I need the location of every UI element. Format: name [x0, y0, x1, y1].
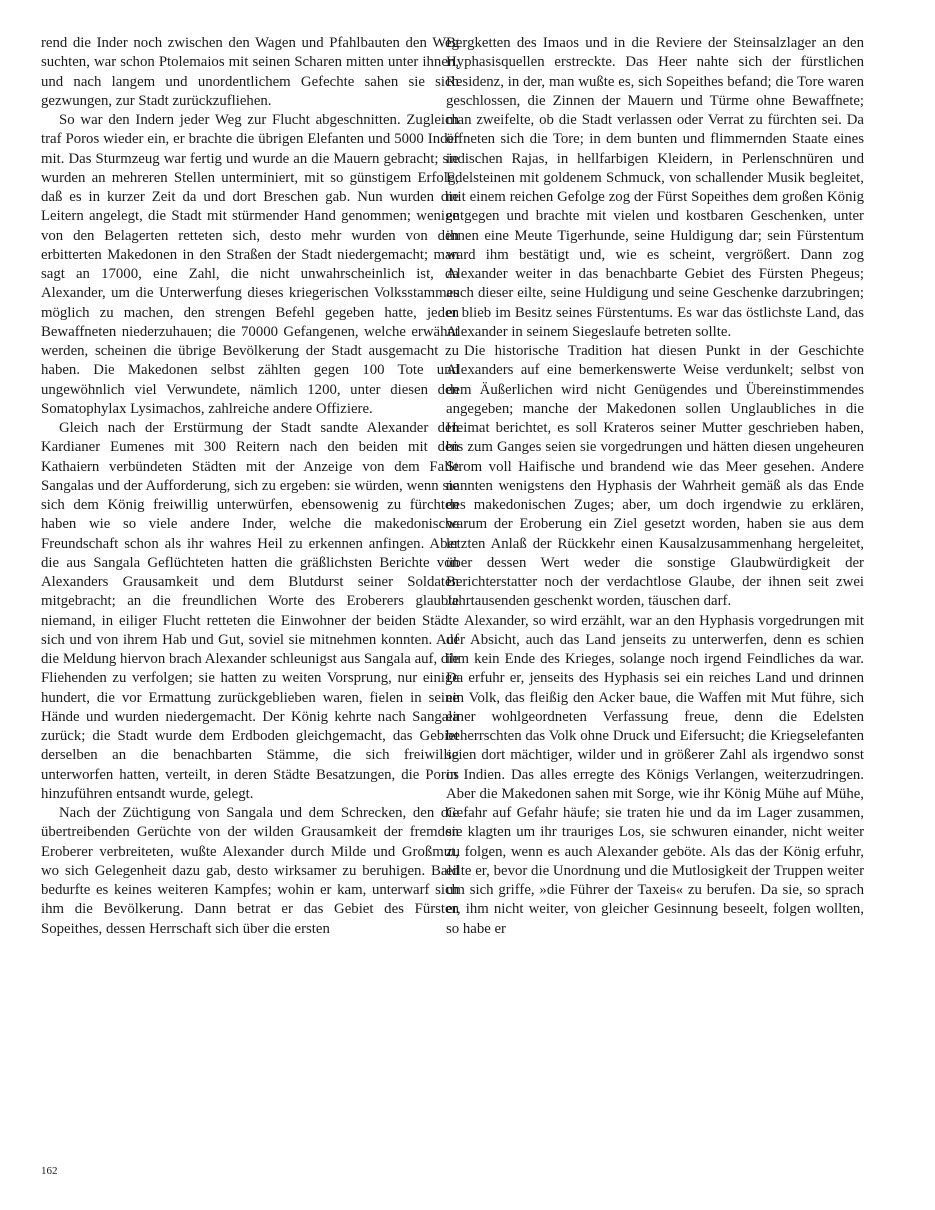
paragraph: Nach der Züchtigung von Sangala und dem Schrecken, den die übertreibenden Gerüchte von der wilden Grausamkeit der fremden Eroberer verbreiteten, wußte Alexander durch Milde und Großmut, wo sich Gelegenheit dazu gab, desto wirksamer zu beruhigen. Bald bedurfte es keines weiteren Kampfes; wohin er kam, unterwarf sich ihm die Bevölkerung. Dann betrat er das Gebiet des Fürsten Sopeithes, dessen Herrschaft sich über die ersten	[41, 805, 459, 937]
paragraph: Bergketten des Imaos und in die Reviere der Steinsalzlager an den Hyphasisquellen erstreckte. Das Heer nahte sich der fürstlichen Residenz, in der, man wußte es, sich Sopeithes befand; die Tore waren geschlossen, die Zinnen der Mauern und Türme ohne Bewaffnete; man zweifelte, ob die Stadt verlassen oder Verrat zu fürchten sei. Da öffneten sich die Tore; in dem bunten und flimmernden Staate eines indischen Rajas, in hellfarbigen Kleidern, in Perlenschnüren und Edelsteinen mit goldenem Schmuck, von schallender Musik begleitet, mit einem reichen Gefolge zog der Fürst Sopeithes dem großen König entgegen und brachte mit vielen und kostbaren Geschenken, unter ihnen eine Meute Tigerhunde, seine Huldigung dar; sein Fürstentum ward ihm bestätigt und, wie es scheint, vergrößert. Dann zog Alexander weiter in das benachbarte Gebiet des Fürsten Phegeus; auch dieser eilte, seine Huldigung und seine Geschenke darzubringen; er blieb im Besitz seines Fürstentums. Es war das östlichste Land, das Alexander in seinem Siegeslaufe betreten sollte.	[446, 35, 864, 340]
paragraph: Die historische Tradition hat diesen Punkt in der Geschichte Alexanders auf eine bemerkenswerte Weise verdunkelt; selbst von dem Äußerlichen wird nicht Genügendes und Übereinstimmendes angegeben; manche der Makedonen sollen Unglaubliches in die Heimat berichtet, es soll Krateros seiner Mutter geschrieben haben, bis zum Ganges seien sie vorgedrungen und hätten diesen ungeheuren Strom voll Haifische und brandend wie das Meer gesehen. Andere nannten wenigstens den Hyphasis der Wahrheit gemäß als das Ende des makedonischen Zuges; aber, um doch irgendwie zu erklären, warum der Eroberung ein Ziel gesetzt worden, haben sie aus dem letzten Anlaß der Rückkehr einen Kausalzusammenhang hergeleitet, über dessen Wert weder die sonstige Glaubwürdigkeit der Berichterstatter noch der verdachtlose Glaube, der ihnen seit zwei Jahrtausenden geschenkt worden, täuschen darf.	[446, 343, 864, 610]
paragraph: So war den Indern jeder Weg zur Flucht abgeschnitten. Zugleich traf Poros wieder ein, er brachte die übrigen Elefanten und 5000 Inder mit. Das Sturmzeug war fertig und wurde an die Mauern gebracht; sie wurden an mehreren Stellen unterminiert, mit so günstigem Erfolg, daß es in kurzer Zeit da und dort Breschen gab. Nun wurden die Leitern angelegt, die Stadt mit stürmender Hand genommen; wenige von den Belagerten retteten sich, desto mehr wurden von den erbitterten Makedonen in den Straßen der Stadt niedergemacht; man sagt an 17000, eine Zahl, die nicht unwahrscheinlich ist, da Alexander, um die Unterwerfung dieses kriegerischen Volksstammes möglich zu machen, den strengen Befehl gegeben hatte, jeden Bewaffneten niederzuhauen; die 70000 Gefangenen, welche erwähnt werden, scheinen die übrige Bevölkerung der Stadt ausgemacht zu haben. Die Makedonen selbst zählten gegen 100 Tote und ungewöhnlich viel Verwundete, nämlich 1200, unter diesen den Somatophylax Lysimachos, zahlreiche andere Offiziere.	[41, 112, 459, 417]
page-number: 162	[41, 1165, 58, 1177]
left-column	[41, 34, 459, 939]
paragraph: Alexander, so wird erzählt, war an den Hyphasis vorgedrungen mit der Absicht, auch das Land jenseits zu unterwerfen, denn es schien ihm kein Ende des Krieges, solange noch irgend Feindliches da war. Da erfuhr er, jenseits des Hyphasis sei ein reiches Land und drinnen ein Volk, das fleißig den Acker baue, die Waffen mit Mut führe, sich einer wohlgeordneten Verfassung freue, denn die Edelsten beherrschten das Volk ohne Druck und Eifersucht; die Kriegselefanten seien dort mächtiger, wilder und in größerer Zahl als irgendwo sonst in Indien. Das alles erregte des Königs Verlangen, weiterzudringen. Aber die Makedonen sahen mit Sorge, wie ihr König Mühe auf Mühe, Gefahr auf Gefahr häufe; sie traten hie und da im Lager zusammen, sie klagten um ihr trauriges Los, sie schwuren einander, nicht weiter zu folgen, wenn es auch Alexander geböte. Als das der König erfuhr, eilte er, bevor die Unordnung und die Mutlosigkeit der Truppen weiter um sich griffe, »die Führer der Taxeis« zu berufen. Da sie, so sprach er, ihm nicht weiter, von gleicher Gesinnung beseelt, folgen wollten, so habe er	[446, 612, 864, 937]
paragraph: Gleich nach der Erstürmung der Stadt sandte Alexander den Kardianer Eumenes mit 300 Reitern nach den beiden mit den Kathaiern verbündeten Städten mit der Anzeige von dem Falle Sangalas und der Aufforderung, sich zu ergeben: sie würden, wenn sie sich dem König freiwillig unterwürfen, ebensowenig zu fürchten haben wie so viele andere Inder, welche die makedonische Freundschaft schon als ihr wahres Heil zu erkennen anfingen. Aber die aus Sangala Geflüchteten hatten die gräßlichsten Berichte von Alexanders Grausamkeit und dem Blutdurst seiner Soldaten mitgebracht; an die freundlichen Worte des Eroberers glaubte niemand, in eiliger Flucht retteten die Einwohner der beiden Städte sich und von ihrem Hab und Gut, soviel sie mitnehmen konnten. Auf die Meldung hiervon brach Alexander schleunigst aus Sangala auf, die Fliehenden zu verfolgen; sie hatten zu weiten Vorsprung, nur einige hundert, die vor Ermattung zurückgeblieben waren, fielen in seine Hände und wurden niedergemacht. Der König kehrte nach Sangala zurück; die Stadt wurde dem Erdboden gleichgemacht, das Gebiet derselben an die benachbarten Stämme, die sich freiwillig unterworfen hatten, verteilt, in deren Städte Besatzungen, die Poros hinzuführen entsandt wurde, gelegt.	[41, 420, 459, 802]
paragraph: rend die Inder noch zwischen den Wagen und Pfahlbauten den Weg suchten, war schon Ptolemaios mit seinen Scharen mitten unter ihnen, und nach langem und unordentlichem Gefechte sahen sie sich gezwungen, zur Stadt zurückzufliehen.	[41, 35, 459, 109]
right-column	[446, 34, 864, 939]
